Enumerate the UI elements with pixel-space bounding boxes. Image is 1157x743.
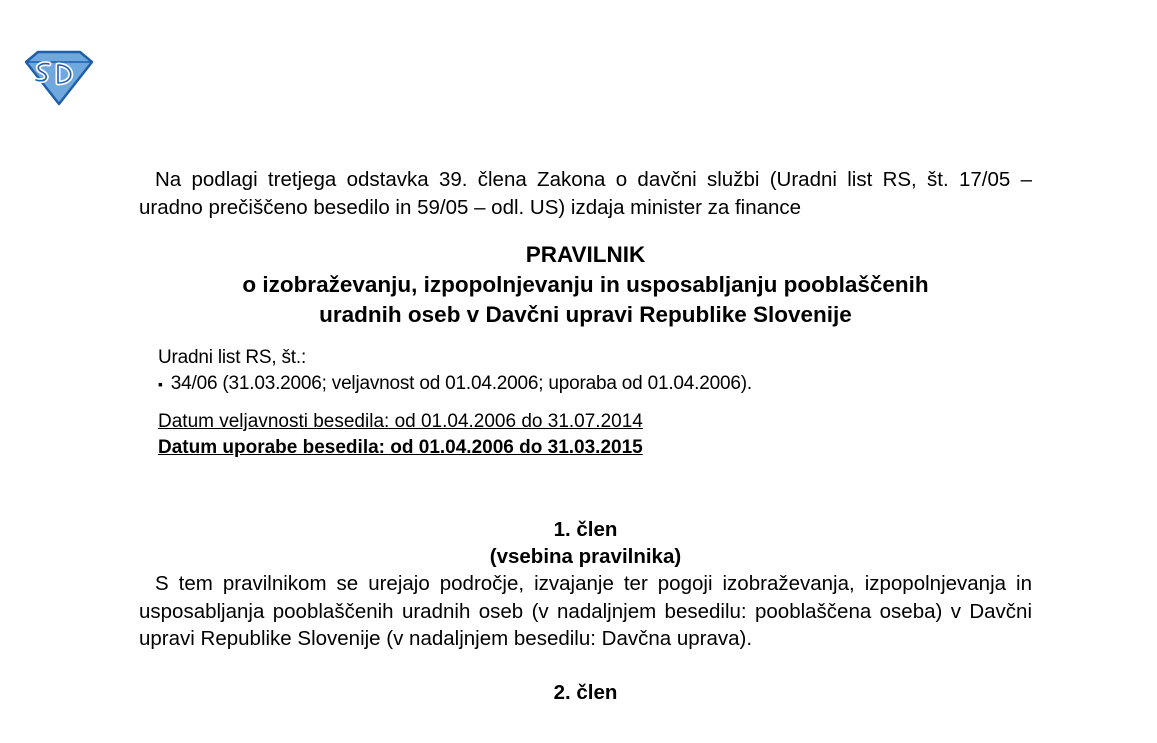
title-main: PRAVILNIK bbox=[525, 242, 646, 267]
preamble-text: Na podlagi tretjega odstavka 39. člena Zakona o davčni službi (Uradni list RS, št. 17/05 – uradno prečiščeno besedilo in 59/05 – odl. US) izdaja minister za finance bbox=[139, 168, 1032, 219]
article-2-number: 2. člen bbox=[553, 680, 618, 704]
title-line-2: uradnih oseb v Davčni upravi Republike Slovenije bbox=[319, 302, 852, 327]
validity-date: Datum veljavnosti besedila: od 01.04.2006 do 31.07.2014 bbox=[158, 411, 643, 432]
sd-logo bbox=[22, 50, 96, 106]
sd-logo-icon bbox=[22, 50, 96, 106]
gazette-entry bbox=[158, 371, 1032, 397]
gazette-info bbox=[139, 345, 1032, 397]
gazette-label: Uradni list RS, št.: bbox=[158, 347, 307, 368]
gazette-list bbox=[158, 371, 1032, 397]
usage-date: Datum uporabe besedila: od 01.04.2006 do 31.03.2015 bbox=[158, 437, 643, 458]
document-title bbox=[139, 240, 1032, 330]
gazette-entry-text: 34/06 (31.03.2006; veljavnost od 01.04.2006; uporaba od 01.04.2006). bbox=[170, 373, 752, 394]
article-1-text: S tem pravilnikom se urejajo področje, izvajanje ter pogoji izobraževanja, izpopolnjevanja in usposabljanja pooblaščenih uradnih oseb (v nadaljnjem besedilu: pooblaščena oseba) v Davčni upravi Republike Slovenije (v nadaljnjem besedilu: Davčna uprava). bbox=[139, 572, 1032, 650]
article-1 bbox=[139, 516, 1032, 653]
title-line-1: o izobraževanju, izpopolnjevanju in usposabljanju pooblaščenih bbox=[242, 272, 929, 297]
validity-dates bbox=[139, 409, 1032, 461]
article-1-heading: (vsebina pravilnika) bbox=[489, 545, 682, 568]
article-1-number: 1. člen bbox=[553, 518, 618, 541]
document-body bbox=[139, 166, 1032, 706]
